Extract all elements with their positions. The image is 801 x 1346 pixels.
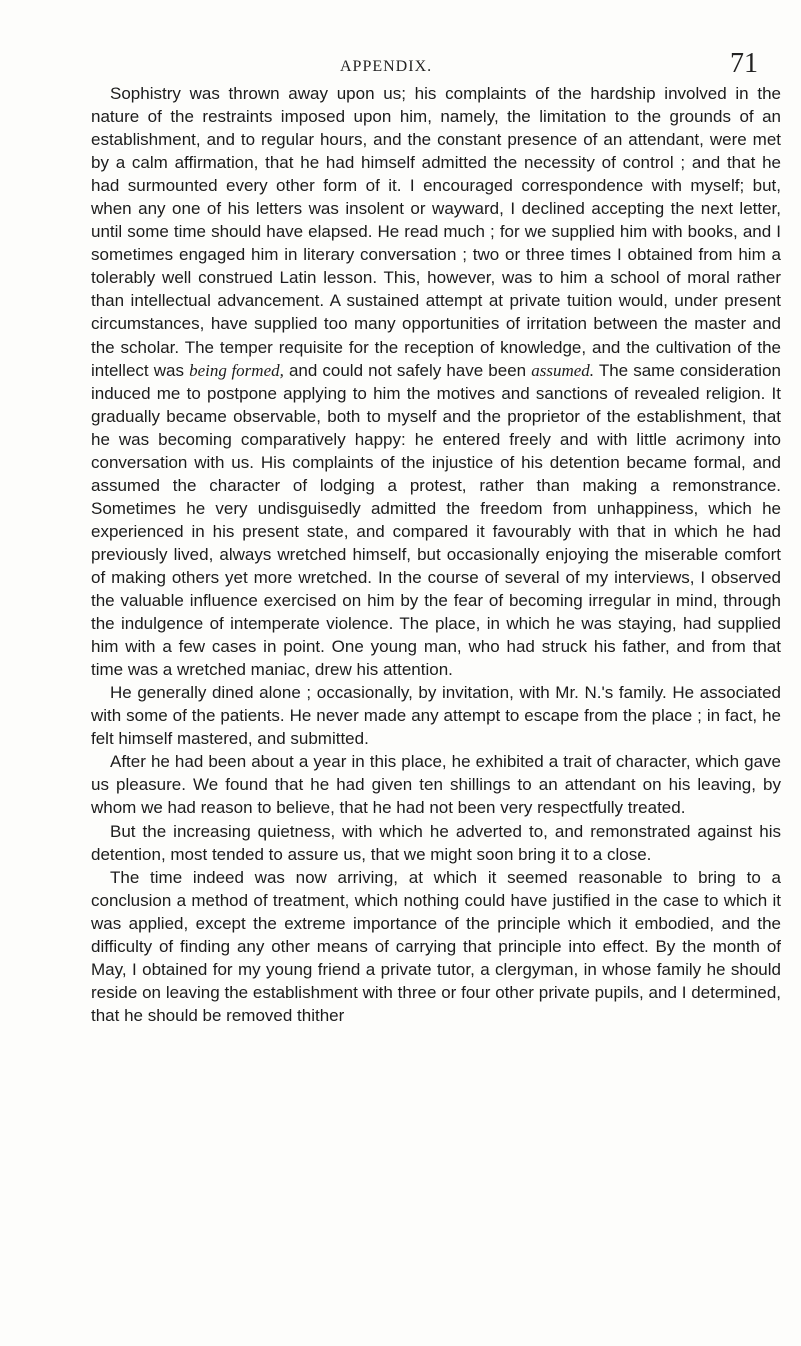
page-number: 71 bbox=[730, 48, 758, 79]
paragraph-3: After he had been about a year in this place, he exhibited a trait of character, which gave us pleasure. We found that he had given ten shillings to an attendant on his leaving, by whom we had reason to believe, that he had not been very respectfully treated. bbox=[91, 752, 781, 818]
paragraph-2: He generally dined alone ; occasionally, by invitation, with Mr. N.'s family. He associated with some of the patients. He never made any attempt to escape from the place ; in fact, he felt himself mastered, and submitted. bbox=[91, 683, 781, 749]
paragraph-1-text-c: The same consideration induced me to postpone applying to him the motives and sanctions of revealed religion. It gradually became observable, both to myself and the proprietor of the establishment, that he was becoming comparatively happy: he entered freely and with little acrimony into conversation with us. His complaints of the injustice of his detention became formal, and assumed the character of lodging a protest, rather than making a remonstrance. Sometimes he very undisguisedly admitted the freedom from unhappiness, which he experienced in his present state, and compared it favourably with that in which he had previously lived, always wretched himself, but occasionally enjoying the miserable comfort of making others yet more wretched. In the course of several of my interviews, I observed the valuable influence exercised on him by the fear of becoming irregular in mind, through the indulgence of intemperate violence. The place, in which he was staying, had supplied him with a few cases in point. One young man, who had struck his father, and from that time was a wretched maniac, drew his attention. bbox=[91, 360, 781, 680]
body-text bbox=[91, 82, 781, 1027]
paragraph-1-text-a: Sophistry was thrown away upon us; his complaints of the hardship involved in the nature of the restraints imposed upon him, namely, the limitation to the grounds of an establishment, and to regular hours, and the constant presence of an attendant, were met by a calm affirmation, that he had himself admitted the necessity of control ; and that he had surmounted every other form of it. I encouraged correspondence with myself; but, when any one of his letters was insolent or wayward, I declined accepting the next letter, until some time should have elapsed. He read much ; for we supplied him with books, and I sometimes engaged him in literary conversation ; two or three times I obtained from him a tolerably well construed Latin lesson. This, however, was to him a school of moral rather than intellectual advancement. A sustained attempt at private tuition would, under present circumstances, have supplied too many opportunities of irritation between the master and the scholar. The temper requisite for the reception of knowledge, and the cultivation of the intellect was bbox=[91, 84, 781, 380]
paragraph-1-text-b: and could not safely have been bbox=[283, 360, 532, 380]
paragraph-1 bbox=[91, 82, 781, 681]
paragraph-5: The time indeed was now arriving, at which it seemed reasonable to bring to a conclusion a method of treatment, which nothing could have justified in the case to which it was applied, except the extreme importance of the principle which it embodied, and the difficulty of finding any other means of carrying that principle into effect. By the month of May, I obtained for my young friend a private tutor, a clergyman, in whose family he should reside on leaving the establishment with three or four other private pupils, and I determined, that he should be removed thither bbox=[91, 867, 781, 1025]
paragraph-4: But the increasing quietness, with which he adverted to, and remonstrated against his detention, most tended to assure us, that we might soon bring it to a close. bbox=[91, 821, 781, 864]
italic-assumed: assumed. bbox=[531, 360, 595, 380]
italic-being-formed: being formed, bbox=[189, 360, 284, 380]
running-head: APPENDIX. bbox=[340, 58, 433, 75]
